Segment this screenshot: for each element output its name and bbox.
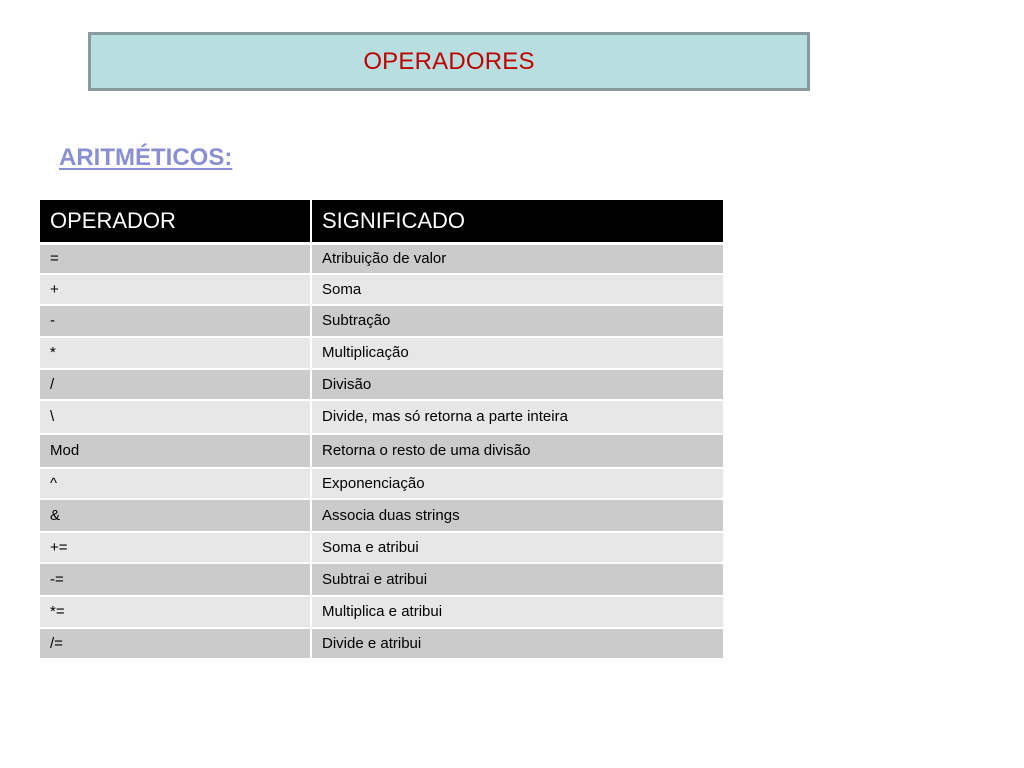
meaning-cell: Multiplicação [311,337,723,369]
meaning-cell: Subtração [311,305,723,337]
page-title: OPERADORES [363,47,535,75]
table-row [40,369,723,400]
operator-cell: * [40,337,311,369]
operator-cell: \ [40,400,311,434]
operator-cell: ^ [40,468,311,499]
column-header-operator: OPERADOR [40,200,311,244]
meaning-cell: Retorna o resto de uma divisão [311,434,723,468]
meaning-cell: Divisão [311,369,723,400]
operator-cell: Mod [40,434,311,468]
table-row [40,434,723,468]
table-row [40,499,723,532]
meaning-cell: Divide e atribui [311,628,723,659]
operator-cell: / [40,369,311,400]
operator-cell: /= [40,628,311,659]
operators-table [40,200,723,660]
table-row [40,305,723,337]
operator-cell: + [40,274,311,305]
table-row [40,628,723,659]
meaning-cell: Divide, mas só retorna a parte inteira [311,400,723,434]
meaning-cell: Soma e atribui [311,532,723,563]
meaning-cell: Multiplica e atribui [311,596,723,628]
table-row [40,468,723,499]
operator-cell: *= [40,596,311,628]
section-heading: ARITMÉTICOS: [59,144,233,171]
column-header-meaning: SIGNIFICADO [311,200,723,244]
operator-cell: - [40,305,311,337]
title-banner [88,32,810,91]
table-row [40,274,723,305]
table-row [40,400,723,434]
table-header-row [40,200,723,244]
meaning-cell: Subtrai e atribui [311,563,723,596]
operator-cell: = [40,244,311,274]
operator-cell: += [40,532,311,563]
table-row [40,596,723,628]
meaning-cell: Associa duas strings [311,499,723,532]
operator-cell: -= [40,563,311,596]
meaning-cell: Atribuição de valor [311,244,723,274]
meaning-cell: Exponenciação [311,468,723,499]
table-row [40,532,723,563]
table-row [40,337,723,369]
operator-cell: & [40,499,311,532]
table-row [40,244,723,274]
table-row [40,563,723,596]
meaning-cell: Soma [311,274,723,305]
